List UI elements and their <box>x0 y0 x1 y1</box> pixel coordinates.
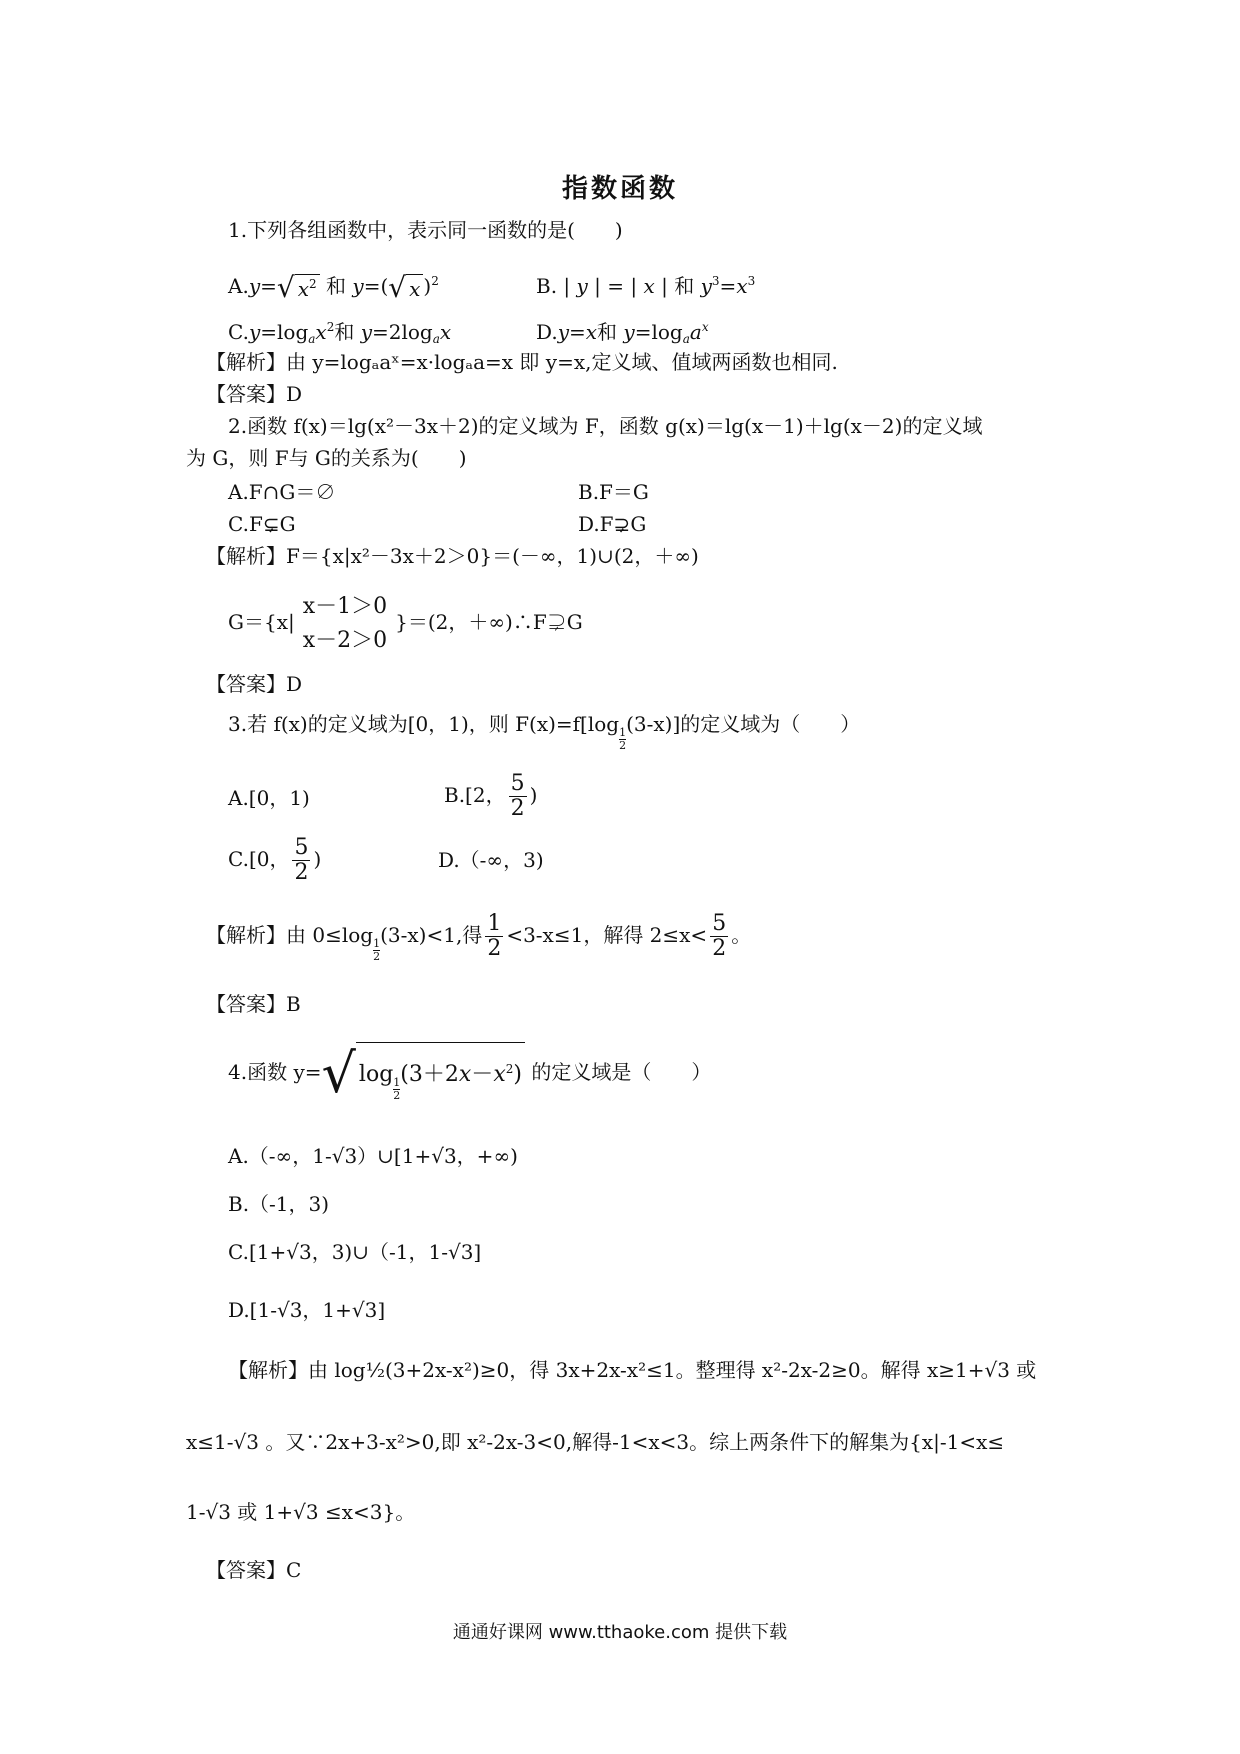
q4-option-b: B.（-1，3) <box>228 1192 330 1216</box>
q4-answer: 【答案】C <box>206 1558 302 1582</box>
q4-stem: 4.函数 y=√ log $\frac{1}{2}(3+2x-x^2)$ 的定义域是（ ） <box>228 1042 712 1105</box>
q3-option-a: A.[0，1) <box>228 786 310 810</box>
q3-option-b: B.[2， $\frac{5}{2}$ ) <box>444 771 538 821</box>
q3-analysis: 【解析】由 0≤log $\frac{1}{2}(3-x)<1$,得 $\frac{1}{2}$ <3-x≤1，解得 2≤x< $\frac{5}{2}$ 。 <box>206 911 752 963</box>
inequality-system: x－1＞0 x－2＞0 <box>302 593 388 653</box>
q4-analysis-line2: x≤1-√3 。又∵2x+3-x²>0,即 x²-2x-3<0,解得-1<x<3。综上两条件下的解集为{x|-1<x≤ <box>186 1430 1005 1454</box>
q2-option-b: B.F＝G <box>578 480 649 504</box>
q3-option-c: C.[0， $\frac{5}{2}$ ) <box>228 835 322 885</box>
q2-stem-line2: 为 G，则 F与 G的关系为( ) <box>186 446 467 470</box>
q2-option-a: A.F∩G＝∅ <box>228 480 336 504</box>
q1-analysis: 【解析】由 y=logₐaˣ=x·logₐa=x 即 y=x,定义域、值域两函数也相同. <box>206 350 838 374</box>
q1-option-d: D.y=x和 $y=\log_aa^x$ <box>536 320 709 346</box>
q3-answer: 【答案】B <box>206 992 301 1016</box>
q2-option-c: C.F⊊G <box>228 512 296 536</box>
q2-answer: 【答案】D <box>206 672 303 696</box>
q4-analysis-line1: 【解析】由 log½(3+2x-x²)≥0，得 3x+2x-x²≤1。整理得 x²-2x-2≥0。解得 x≥1+√3 或 <box>228 1358 1037 1382</box>
q1-stem: 1.下列各组函数中，表示同一函数的是( ) <box>228 218 623 242</box>
q1-option-a: A.y=√ $x^2$ 和 y=(√ x )$^2$ <box>228 271 439 304</box>
q1-answer: 【答案】D <box>206 382 303 406</box>
q2-analysis-line2: G＝{x| x－1＞0 x－2＞0 }＝(2，＋∞)∴F⊋G <box>228 588 583 658</box>
q4-option-c: C.[1+√3，3)∪（-1，1-√3] <box>228 1240 482 1264</box>
q4-analysis-line3: 1-√3 或 1+√3 ≤x<3}。 <box>186 1500 416 1524</box>
q4-option-d: D.[1-√3，1+√3] <box>228 1298 386 1322</box>
page-title: 指数函数 <box>561 174 678 204</box>
q2-stem-line1: 2.函数 f(x)＝lg(x²－3x＋2)的定义域为 F，函数 g(x)＝lg(x－1)＋lg(x－2)的定义域 <box>228 414 983 438</box>
q3-option-d: D.（-∞，3) <box>438 848 544 872</box>
q2-option-d: D.F⊋G <box>578 512 647 536</box>
q1-option-c: $C.y=\log_ax^2$和 $y=2\log_ax$ <box>228 320 452 346</box>
q3-stem: 3.若 f(x)的定义域为[0，1)，则 F(x)=f[log $\frac{1}{2}(3-x)$]的定义域为（ ） <box>228 712 861 752</box>
q4-option-a: A.（-∞，1-√3）∪[1+√3，+∞) <box>228 1144 518 1168</box>
q1-option-b: B. | y | = | x | 和 $y^3=x^3$ <box>536 274 756 298</box>
q2-analysis-line1: 【解析】F＝{x|x²－3x＋2＞0}＝(－∞，1)∪(2，＋∞) <box>206 544 699 568</box>
footer: 通通好课网 www.tthaoke.com 提供下载 <box>452 1622 788 1643</box>
